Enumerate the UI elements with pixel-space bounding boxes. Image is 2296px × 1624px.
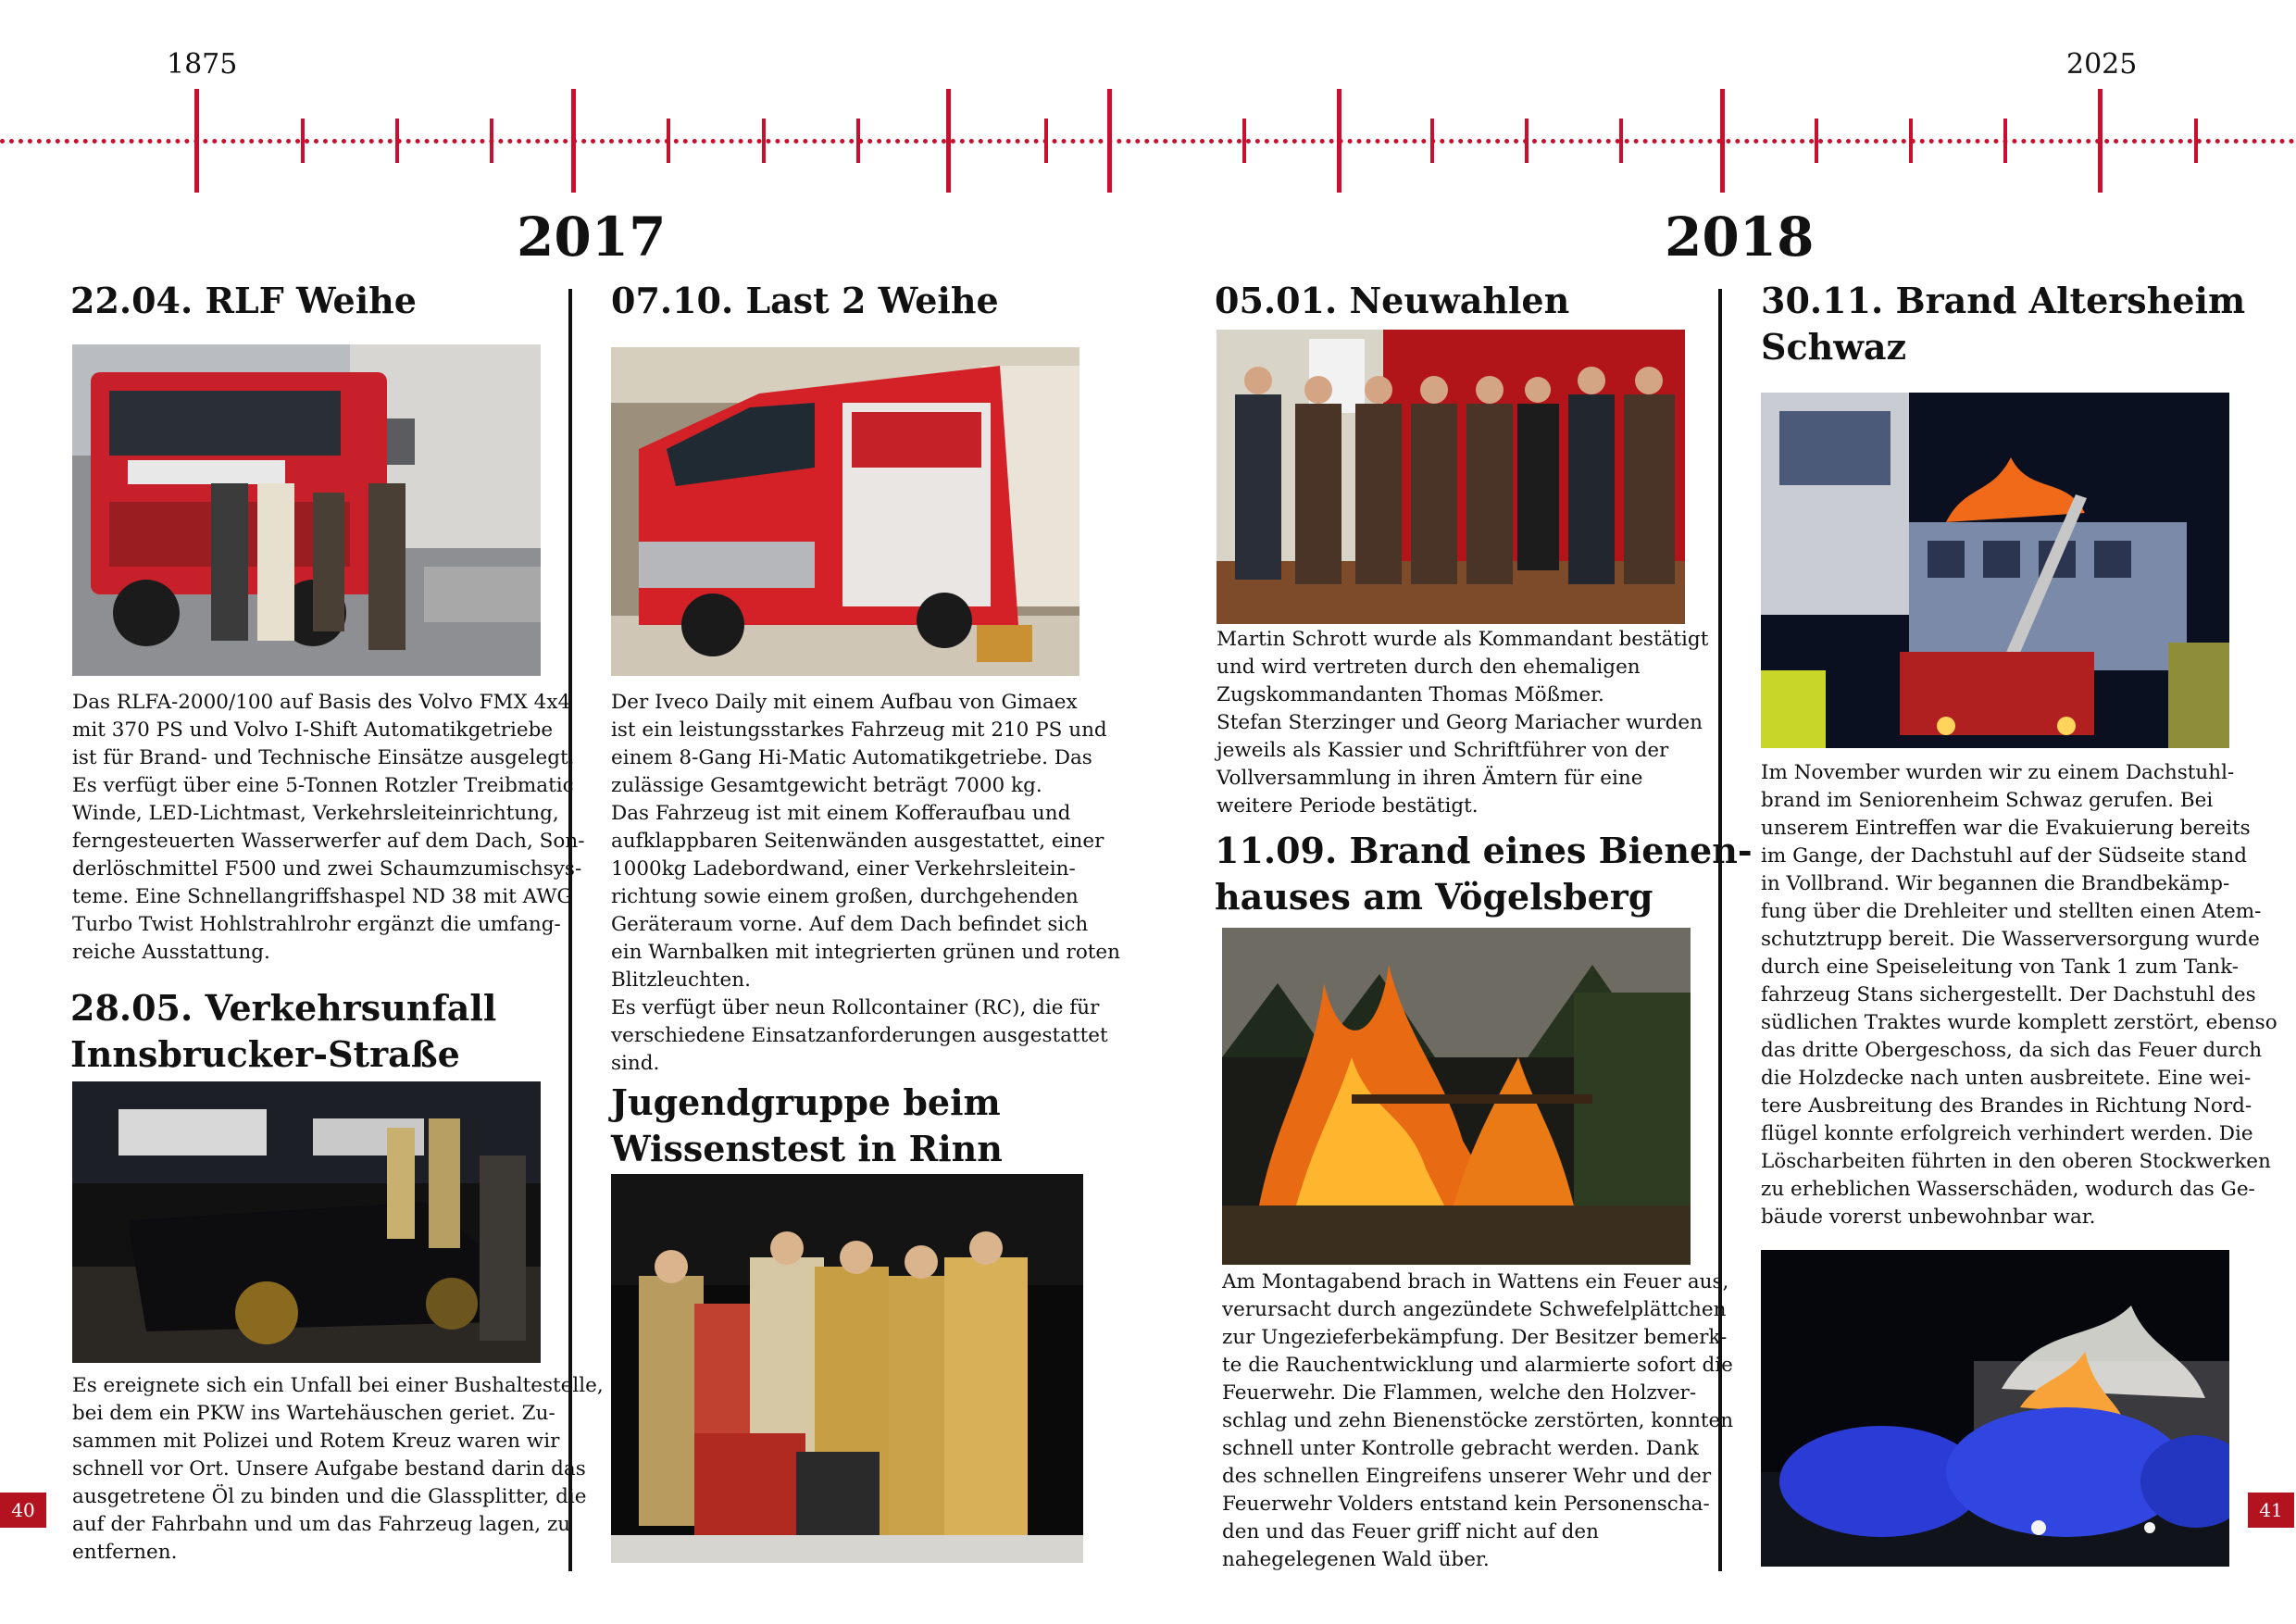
timeline-tick — [194, 89, 199, 193]
year-heading-2017: 2017 — [517, 206, 667, 269]
photo-accident — [72, 1081, 541, 1363]
timeline-tick — [2098, 89, 2103, 193]
timeline-tick-small — [856, 119, 860, 163]
timeline-tick — [571, 89, 576, 193]
timeline-tick-small — [1909, 119, 1913, 163]
year-heading-2018: 2018 — [1665, 206, 1815, 269]
timeline-tick-small — [395, 119, 399, 163]
photo-youth-group — [611, 1174, 1083, 1563]
timeline-tick-small — [1619, 119, 1623, 163]
timeline-tick-small — [762, 119, 766, 163]
article-title-line1: 11.09. Brand eines Bienen- — [1215, 830, 1753, 871]
article-title-line2: Wissenstest in Rinn — [611, 1128, 1003, 1169]
photo-election-group — [1217, 330, 1685, 624]
article-title-line2: Innsbrucker-Straße — [70, 1033, 460, 1075]
article-text: Am Montagabend brach in Wattens ein Feuer aus, verursacht durch angezündete Schwefelplättchen zur Ungezieferbekämpfung. Der Besitzer bemerk- te die Rauchentwicklung und alarmierte sofort die Feuerwehr. Die Flammen, welche den Holzver- schlag und zehn Bienenstöcke zerstörten, konnten schnell unter Kontrolle gebracht werden. Dank des schnellen Eingreifens unserer Wehr und der Feuerwehr Volders entstand kein Personenscha- den und das Feuer griff nicht auf den nahegelegenen Wald über. — [1222, 1270, 1734, 1571]
timeline-tick-small — [2003, 119, 2007, 163]
timeline-tick-small — [1815, 119, 1818, 163]
article-title-line1: 30.11. Brand Altersheim — [1761, 280, 2246, 321]
timeline-tick-small — [1430, 119, 1434, 163]
timeline-tick — [946, 89, 951, 193]
article-text: Martin Schrott wurde als Kommandant bestätigt und wird vertreten durch den ehemaligen Zugskommandanten Thomas Mößmer. Stefan Sterzinger und Georg Mariacher wurden jeweils als Kassier und Schriftführer von der Vollversammlung in ihren Ämtern für eine weitere Periode bestätigt. — [1217, 628, 1709, 818]
photo-retirement-home-night — [1761, 1250, 2229, 1567]
timeline-dotted-line — [0, 139, 2296, 144]
page-number-left: 40 — [0, 1493, 46, 1528]
photo-retirement-home-fire — [1761, 393, 2229, 748]
timeline-tick-small — [667, 119, 670, 163]
timeline-start-year: 1875 — [167, 48, 238, 81]
timeline-tick-small — [1525, 119, 1529, 163]
photo-last2-vehicle — [611, 347, 1079, 676]
timeline-tick-small — [1044, 119, 1048, 163]
timeline-tick — [1720, 89, 1725, 193]
timeline-tick-small — [2194, 119, 2198, 163]
article-title-line1: Jugendgruppe beim — [611, 1081, 1001, 1123]
timeline-tick-small — [301, 119, 305, 163]
timeline-tick-small — [490, 119, 493, 163]
article-text: Es ereignete sich ein Unfall bei einer Bushaltestelle, bei dem ein PKW ins Wartehäuschen geriet. Zu- sammen mit Polizei und Rotem Kreuz waren wir schnell vor Ort. Unsere Aufgabe bestand darin das ausgetretene Öl zu binden und die Glassplitter, die auf der Fahrbahn und um das Fahrzeug lagen, zu entfernen. — [72, 1374, 604, 1564]
timeline-tick — [1337, 89, 1341, 193]
article-title: 07.10. Last 2 Weihe — [611, 280, 999, 321]
photo-beehouse-fire — [1222, 928, 1691, 1265]
timeline-tick-small — [1242, 119, 1246, 163]
article-text: Der Iveco Daily mit einem Aufbau von Gimaex ist ein leistungsstarkes Fahrzeug mit 210 PS und einem 8-Gang Hi-Matic Automatikgetriebe. Das zulässige Gesamtgewicht beträgt 7000 kg. Das Fahrzeug ist mit einem Kofferaufbau und aufklappbaren Seitenwänden ausgestattet, einer 1000kg Ladebordwand, einer Verkehrsleitein- richtung sowie einem großen, durchgehenden Geräteraum vorne. Auf dem Dach befindet sich ein Warnbalken mit integrierten grünen und roten Blitzleuchten. Es verfügt über neun Rollcontainer (RC), die für verschiedene Einsatzanforderungen ausgestattet sind. — [611, 691, 1120, 1075]
timeline-tick — [1107, 89, 1112, 193]
article-title-line1: 28.05. Verkehrsunfall — [70, 987, 497, 1029]
article-title-line2: hauses am Vögelsberg — [1215, 876, 1653, 918]
article-title-line2: Schwaz — [1761, 326, 1907, 368]
article-text: Im November wurden wir zu einem Dachstuhl- brand im Seniorenheim Schwaz gerufen. Bei unserem Eintreffen war die Evakuierung bereits im Gange, der Dachstuhl auf der Südseite stand in Vollbrand. Wir begannen die Brandbekämp- fung über die Drehleiter und stellten einen Atem- schutztrupp bereit. Die Wasserversorgung wurde durch eine Speiseleitung von Tank 1 zum Tank- fahrzeug Stans sichergestellt. Der Dachstuhl des südlichen Traktes wurde komplett zerstört, ebenso das dritte Obergeschoss, da sich das Feuer durch die Holzdecke nach unten ausbreitete. Eine wei- tere Ausbreitung des Brandes in Richtung Nord- flügel konnte erfolgreich verhindert werden. Die Löscharbeiten führten in den oberen Stockwerken zu erheblichen Wasserschäden, wodurch das Ge- bäude vorerst unbewohnbar war. — [1761, 761, 2277, 1229]
article-text: Das RLFA-2000/100 auf Basis des Volvo FMX 4x4 mit 370 PS und Volvo I-Shift Automatikgetriebe ist für Brand- und Technische Einsätze ausgelegt. Es verfügt über eine 5-Tonnen Rotzler Treibmatic Winde, LED-Lichtmast, Verkehrsleiteinrichtung, ferngesteuerten Wasserwerfer auf dem Dach, Son- derlöschmittel F500 und zwei Schaumzumischsys- teme. Eine Schnellangriffshaspel ND 38 mit AWG Turbo Twist Hohlstrahlrohr ergänzt die umfang- reiche Ausstattung. — [72, 691, 585, 964]
article-title: 05.01. Neuwahlen — [1215, 280, 1570, 321]
article-title: 22.04. RLF Weihe — [70, 280, 417, 321]
timeline-end-year: 2025 — [2066, 48, 2138, 81]
page-number-right: 41 — [2248, 1493, 2294, 1528]
photo-rlf-vehicle — [72, 344, 541, 676]
